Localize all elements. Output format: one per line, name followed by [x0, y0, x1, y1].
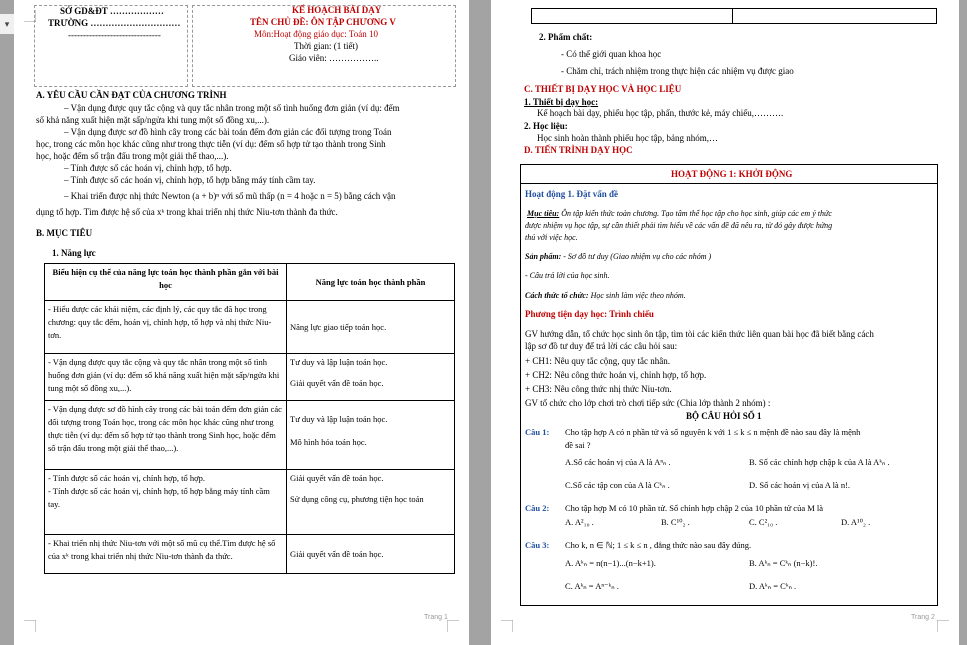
muctieu-line: được nhiệm vụ học tập, sự cần thiết phải tìm hiểu về các vấn đề đã nêu ra, từ đó gây được hứng: [525, 221, 833, 230]
question-number: Câu 3:: [525, 540, 550, 550]
table-cell: - Hiểu được các khái niệm, các định lý, các quy tắc đã học trong chương: quy tắc đếm, hoán vị, chỉnh hợp, tổ hợp và nhị thức Niu-tơn.: [45, 301, 287, 354]
activity-subtitle: Hoạt động 1. Đặt vấn đề: [525, 189, 619, 199]
section-a-title: A. YÊU CẦU CẦN ĐẠT CỦA CHƯƠNG TRÌNH: [36, 90, 227, 100]
table-cell: Giải quyết vấn đề toán học.: [287, 535, 455, 574]
crop-mark-icon: [24, 620, 36, 632]
subject-line: Môn:Hoạt động giáo dục: Toán 10: [254, 29, 378, 39]
cachthuc-text: Học sinh làm việc theo nhóm.: [590, 291, 686, 300]
table-remnant: [531, 8, 937, 24]
option: C.Số các tập con của A là Cᵏₙ .: [565, 480, 670, 490]
doc-title: KẾ HOẠCH BÀI DẠY: [292, 5, 382, 15]
sanpham-line: [525, 251, 711, 262]
option: D. Aᵏₙ = Cᵏₙ .: [749, 581, 797, 591]
gv-line: lập sơ đồ tư duy để trả lời các câu hỏi sau:: [525, 341, 678, 351]
ch-item: + CH3: Nêu công thức nhị thức Niu-tơn.: [525, 384, 672, 394]
cachthuc-label: Cách thức tổ chức:: [525, 291, 589, 300]
sanpham-label: Sản phẩm:: [525, 252, 562, 261]
question-text: Cho k, n ∈ ℕ; 1 ≤ k ≤ n , đẳng thức nào sau đây đúng.: [565, 540, 752, 550]
table-cell: Năng lực giao tiếp toán học.: [287, 301, 455, 354]
table-header: Năng lực toán học thành phần: [287, 264, 455, 301]
question-text: Cho tập hợp A có n phần tử và số nguyên k với 1 ≤ k ≤ n mệnh đề nào sau đây là mệnh: [565, 427, 861, 437]
muctieu-line: [527, 208, 832, 219]
question-set-title: BỘ CÂU HỎI SỐ 1: [686, 411, 762, 421]
c1-title: 1. Thiết bị dạy học:: [524, 97, 599, 107]
competency: Giải quyết vấn đề toán học.: [290, 473, 384, 483]
document-page-1: [14, 0, 469, 645]
topic-title: TÊN CHỦ ĐỀ: ÔN TẬP CHƯƠNG V: [250, 17, 396, 27]
phamchat-item: - Chăm chỉ, trách nhiệm trong thực hiện các nhiệm vụ được giao: [561, 66, 794, 76]
table-cell: [287, 354, 455, 401]
secA-line: – Khai triển được nhị thức Newton (a + b)ⁿ với số mũ thấp (n = 4 hoặc n = 5) bằng cách vận: [64, 191, 396, 201]
option: A.Số các hoán vị của A là Aⁿₙ .: [565, 457, 671, 467]
document-page-2: [491, 0, 959, 645]
secA-line: – Vận dụng được quy tắc cộng và quy tắc nhân trong một số tình huống đơn giản (ví dụ: đếm: [64, 103, 400, 113]
sanpham-text: - Sơ đồ tư duy (Giao nhiệm vụ cho các nhóm ): [563, 252, 712, 261]
table-cell: - Tính được số các hoán vị, chỉnh hợp, tổ hợp. - Tính được số các hoán vị, chỉnh hợp, tổ hợp bằng máy tính cầm tay.: [45, 470, 287, 535]
page-gap: [469, 0, 491, 645]
option: C. C²₁₀ .: [749, 517, 778, 527]
secA-line: học, hoặc đếm số trận đấu trong một giải thể thao,...).: [36, 151, 229, 161]
table-cell: - Khai triển nhị thức Niu-tơn với một số mũ cụ thể.Tìm được hệ số của xᵏ trong khai triển nhị thức Niu-tơn thành đa thức.: [45, 535, 287, 574]
table-cell: - Vận dụng được sơ đồ hình cây trong các bài toán đếm đơn giản các đối tượng trong Toán học, trong các môn học khác cũng như trong thực tiễn (ví dụ: đếm số hợp tử tạo thành trong Sinh học, hoặc đếm số trận đấu trong một giải thể thao,...).: [45, 401, 287, 470]
table-cell: - Vận dụng được quy tắc cộng và quy tắc nhân trong một số tình huống đơn giản (ví dụ: đếm số khả năng xuất hiện mặt sấp/ngửa khi tung một số đồng xu,...).: [45, 354, 287, 401]
crop-mark-icon: [447, 620, 459, 632]
section-d-title: D. TIẾN TRÌNH DẠY HỌC: [524, 145, 633, 155]
section-c-title: C. THIẾT BỊ DẠY HỌC VÀ HỌC LIỆU: [524, 84, 682, 94]
competency: Giải quyết vấn đề toán học.: [290, 378, 384, 388]
muctieu-label: Mục tiêu:: [527, 209, 560, 218]
cachthuc-line: [525, 290, 686, 301]
section-b-title: B. MỤC TIÊU: [36, 228, 93, 238]
table-header: Biểu hiện cụ thể của năng lực toán học thành phần gắn với bài học: [45, 264, 287, 301]
header-separator: -------------------------------: [68, 30, 161, 40]
option: B. C¹⁰₂ .: [661, 517, 690, 527]
page-number: Trang 1: [424, 614, 448, 621]
ch-item: + CH2: Nêu công thức hoán vị, chỉnh hợp, tổ hợp.: [525, 370, 707, 380]
phamchat-title: 2. Phẩm chất:: [539, 32, 593, 42]
option: D. Số các hoán vị của A là n!.: [749, 480, 851, 490]
sanpham-line2: - Câu trả lời của học sinh.: [525, 271, 610, 280]
activity-box: [520, 164, 938, 606]
muctieu-line: thú với việc học.: [525, 233, 578, 242]
competency-table: [44, 263, 455, 574]
duration-line: Thời gian: (1 tiết): [294, 41, 358, 51]
question-text: đề sai ?: [565, 440, 591, 450]
gv-line: GV hướng dẫn, tổ chức học sinh ôn tập, tìm tòi các kiến thức liên quan bài học đã biết bằng cách: [525, 329, 874, 339]
muctieu-text: Ôn tập kiến thức toàn chương. Tạo tâm thế học tập cho học sinh, giúp các em ý thức: [561, 209, 832, 218]
option: C. Aᵏₙ = Aⁿ⁻ᵏₙ .: [565, 581, 619, 591]
header-school: TRƯỜNG …………………………: [48, 18, 181, 28]
secA-line: học, trong các môn học khác cũng như trong thực tiễn (ví dụ: đếm số hợp tử tạo thành trong Sinh: [36, 139, 386, 149]
competency: Sử dụng công cụ, phương tiện học toán: [290, 494, 424, 504]
c2-title: 2. Học liệu:: [524, 121, 568, 131]
table-cell: [287, 470, 455, 535]
ribbon-collapse-icon[interactable]: ▾: [0, 14, 14, 34]
header-department: SỞ GD&ĐT ………………: [60, 6, 164, 16]
page-number: Trang 2: [911, 614, 935, 621]
c2-text: Học sinh hoàn thành phiếu học tập, bảng nhóm,…: [537, 133, 718, 143]
question-text: Cho tập hợp M có 10 phần tử. Số chỉnh hợp chập 2 của 10 phần tử của M là: [565, 503, 824, 513]
option: A. A²₁₀ .: [565, 517, 594, 527]
crop-mark-icon: [501, 620, 513, 632]
secA-line: – Tính được số các hoán vị, chỉnh hợp, tổ hợp bằng máy tính cầm tay.: [64, 175, 316, 185]
c1-text: Kế hoạch bài dạy, phiếu học tập, phấn, thước kẻ, máy chiếu,……….: [537, 108, 784, 118]
crop-mark-icon: [937, 620, 949, 632]
competency: Tư duy và lập luận toán học.: [290, 357, 388, 367]
ch-item: + CH1: Nêu quy tắc cộng, quy tắc nhân.: [525, 356, 671, 366]
section-b-sub: 1. Năng lực: [52, 248, 96, 258]
question-number: Câu 1:: [525, 427, 550, 437]
teacher-line: Giáo viên: ……………..: [289, 53, 379, 63]
option: B. Số các chỉnh hợp chập k của A là Aᵏₙ .: [749, 457, 890, 467]
option: D. A¹⁰₂ .: [841, 517, 871, 527]
competency: Tư duy và lập luận toán học.: [290, 414, 388, 424]
table-cell: [287, 401, 455, 470]
option: A. Aᵏₙ = n(n−1)...(n−k+1).: [565, 558, 656, 568]
ptdh-title: Phương tiện dạy học: Trình chiếu: [525, 309, 654, 319]
question-number: Câu 2:: [525, 503, 550, 513]
phamchat-item: - Có thế giới quan khoa học: [561, 49, 662, 59]
competency: Mô hình hóa toán học.: [290, 437, 367, 447]
option: B. Aᵏₙ = Cᵏₙ (n−k)!.: [749, 558, 818, 568]
activity-title: HOẠT ĐỘNG 1: KHỞI ĐỘNG: [671, 169, 793, 179]
gv-game: GV tổ chức cho lớp chơi trò chơi tiếp sức (Chia lớp thành 2 nhóm) :: [525, 398, 771, 408]
secA-line: số khả năng xuất hiện mặt sấp/ngửa khi tung một số đồng xu,...).: [36, 115, 270, 125]
secA-line: dụng tổ hợp. Tìm được hệ số của xᵏ trong khai triển nhị thức Niu-tơn thành đa thức.: [36, 207, 338, 217]
secA-line: – Vận dụng được sơ đồ hình cây trong các bài toán đếm đơn giản các đối tượng trong Toán: [64, 127, 392, 137]
secA-line: – Tính được số các hoán vị, chỉnh hợp, tổ hợp.: [64, 163, 232, 173]
